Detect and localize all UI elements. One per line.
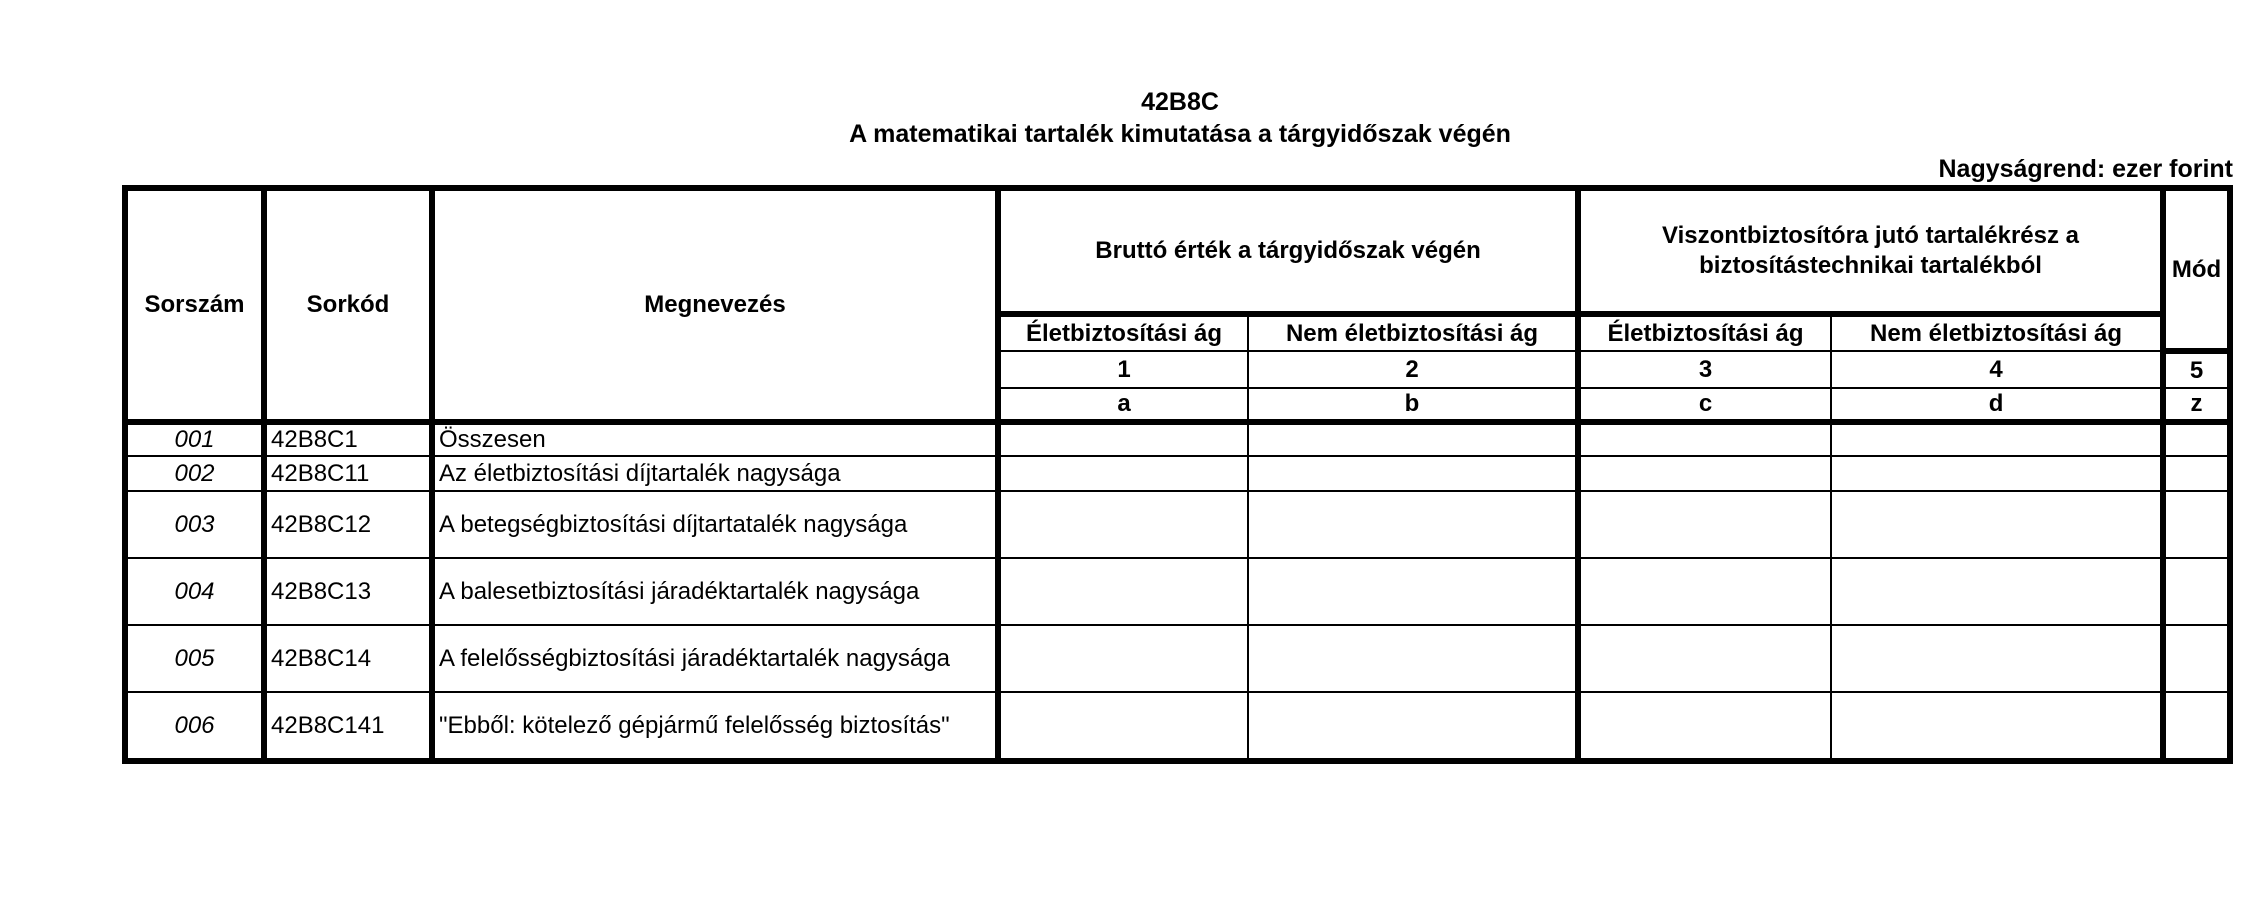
row-name: A balesetbiztosítási járadéktartalék nagysága [432,558,998,625]
header-sorszam: Sorszám [125,188,264,422]
data-cell[interactable] [998,692,1248,761]
table-row [125,422,2230,456]
data-cell[interactable] [1831,491,2163,558]
data-cell[interactable] [1578,422,1831,456]
row-name: "Ebből: kötelező gépjármű felelősség biztosítás" [432,692,998,761]
row-sorszam: 004 [125,558,264,625]
row-sorszam: 001 [125,422,264,456]
column-number: 3 [1578,351,1831,388]
data-cell[interactable] [998,491,1248,558]
data-cell[interactable] [2163,422,2230,456]
data-cell[interactable] [2163,456,2230,491]
header-sorkod: Sorkód [264,188,432,422]
row-sorkod: 42B8C11 [264,456,432,491]
data-cell[interactable] [1831,692,2163,761]
data-cell[interactable] [1248,692,1578,761]
header-megnevezes: Megnevezés [432,188,998,422]
column-number: 1 [998,351,1248,388]
data-cell[interactable] [1578,491,1831,558]
form-title: A matematikai tartalék kimutatása a tárgyidőszak végén [849,120,1511,148]
data-cell[interactable] [998,558,1248,625]
data-cell[interactable] [2163,491,2230,558]
data-cell[interactable] [998,422,1248,456]
data-cell[interactable] [1578,625,1831,692]
data-cell[interactable] [998,625,1248,692]
row-name: A betegségbiztosítási díjtartatalék nagysága [432,491,998,558]
data-cell[interactable] [1831,422,2163,456]
data-cell[interactable] [1248,558,1578,625]
table-row [125,456,2230,491]
table-row [125,491,2230,558]
header-group-viszontbiztosito: Viszontbiztosítóra jutó tartalékrész a biztosítástechnikai tartalékból [1578,188,2163,314]
data-cell[interactable] [1831,625,2163,692]
header-mod: Mód [2163,188,2230,351]
column-letter: a [998,388,1248,422]
data-cell[interactable] [998,456,1248,491]
unit-label: Nagyságrend: ezer forint [1938,155,2233,183]
row-sorszam: 002 [125,456,264,491]
header-sub-eletbiztositasi-2: Életbiztosítási ág [1578,314,1831,351]
table-row [125,625,2230,692]
row-sorszam: 006 [125,692,264,761]
column-number: 5 [2163,351,2230,388]
column-letter: d [1831,388,2163,422]
row-name: A felelősségbiztosítási járadéktartalék nagysága [432,625,998,692]
data-cell[interactable] [1248,422,1578,456]
table-row [125,692,2230,761]
row-name: Az életbiztosítási díjtartalék nagysága [432,456,998,491]
data-cell[interactable] [1248,491,1578,558]
header-sub-nem-eletbiztositasi-1: Nem életbiztosítási ág [1248,314,1578,351]
header-group-brutto: Bruttó érték a tárgyidőszak végén [998,188,1578,314]
header-sub-eletbiztositasi-1: Életbiztosítási ág [998,314,1248,351]
data-table [122,185,2233,764]
row-sorkod: 42B8C1 [264,422,432,456]
row-sorkod: 42B8C13 [264,558,432,625]
data-cell[interactable] [2163,692,2230,761]
data-cell[interactable] [1578,692,1831,761]
data-cell[interactable] [1831,558,2163,625]
data-cell[interactable] [2163,625,2230,692]
row-sorszam: 005 [125,625,264,692]
form-code: 42B8C [1141,88,1219,116]
row-name: Összesen [432,422,998,456]
data-cell[interactable] [1248,625,1578,692]
row-sorkod: 42B8C141 [264,692,432,761]
table-row [125,558,2230,625]
data-cell[interactable] [1578,558,1831,625]
column-letter: z [2163,388,2230,422]
row-sorkod: 42B8C12 [264,491,432,558]
data-cell[interactable] [1831,456,2163,491]
data-cell[interactable] [2163,558,2230,625]
column-number: 4 [1831,351,2163,388]
column-letter: c [1578,388,1831,422]
row-sorkod: 42B8C14 [264,625,432,692]
column-letter: b [1248,388,1578,422]
column-number: 2 [1248,351,1578,388]
data-cell[interactable] [1248,456,1578,491]
header-sub-nem-eletbiztositasi-2: Nem életbiztosítási ág [1831,314,2163,351]
data-cell[interactable] [1578,456,1831,491]
row-sorszam: 003 [125,491,264,558]
